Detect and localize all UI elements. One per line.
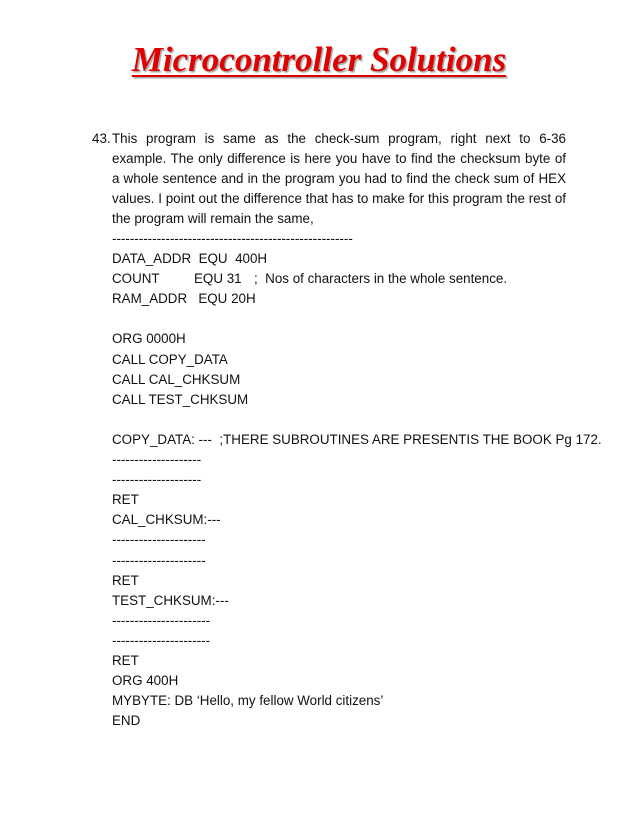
blank-line: [112, 410, 566, 430]
question-paragraph: [92, 129, 566, 229]
equ-line-data-addr: [112, 249, 566, 269]
code-listing: [92, 229, 602, 731]
code-line: END: [112, 713, 141, 729]
equ-label: DATA_ADDR: [112, 251, 192, 267]
equ-label: COUNT: [112, 271, 160, 287]
code-line: ORG 0000H: [112, 331, 186, 347]
equ-line-ram-addr: [112, 289, 566, 309]
placeholder-dashes: --------------------: [112, 452, 202, 468]
question-number: 43.: [92, 131, 111, 146]
subroutine-label: TEST_CHKSUM:---: [112, 592, 229, 608]
placeholder-dashes: ---------------------: [112, 532, 206, 548]
subroutine-label: COPY_DATA: ---: [112, 431, 212, 447]
placeholder-dashes: ---------------------: [112, 552, 206, 568]
equ-line-count: [112, 269, 566, 289]
code-comment: ;THERE SUBROUTINES ARE PRESENTIS THE BOOK Pg 172.: [219, 431, 602, 447]
ret-line: RET: [112, 572, 139, 588]
document-body: [92, 129, 602, 731]
placeholder-dashes: --------------------: [112, 472, 202, 488]
code-line: CALL CAL_CHKSUM: [112, 371, 241, 387]
equ-directive: EQU 31: [194, 271, 242, 287]
code-line: CALL COPY_DATA: [112, 351, 228, 367]
equ-directive: EQU 20H: [198, 291, 256, 307]
placeholder-dashes: ----------------------: [112, 632, 211, 648]
blank-line: [112, 309, 566, 329]
ret-line: RET: [112, 652, 139, 668]
code-line: MYBYTE: DB ‘Hello, my fellow World citizens’: [112, 693, 384, 709]
separator-line: ------------------------------------------------------: [112, 231, 353, 246]
question-text: This program is same as the check-sum program, right next to 6-36 example. The only difference is here you have to find the checksum byte of a whole sentence and in the program you had to find the check sum of HEX values. I point out the difference that has to make for this program the rest of the program will remain the same,: [112, 131, 566, 226]
equ-value: 400H: [235, 251, 268, 267]
copy-data-label-line: [112, 430, 602, 450]
equ-label: RAM_ADDR: [112, 291, 188, 307]
placeholder-dashes: ----------------------: [112, 612, 211, 628]
code-line: CALL TEST_CHKSUM: [112, 391, 249, 407]
page-title: Microcontroller Solutions: [131, 40, 507, 79]
code-line: ORG 400H: [112, 673, 179, 689]
subroutine-label: CAL_CHKSUM:---: [112, 512, 221, 528]
equ-directive: EQU: [198, 251, 228, 267]
equ-comment: ; Nos of characters in the whole sentence.: [254, 271, 508, 287]
ret-line: RET: [112, 492, 139, 508]
